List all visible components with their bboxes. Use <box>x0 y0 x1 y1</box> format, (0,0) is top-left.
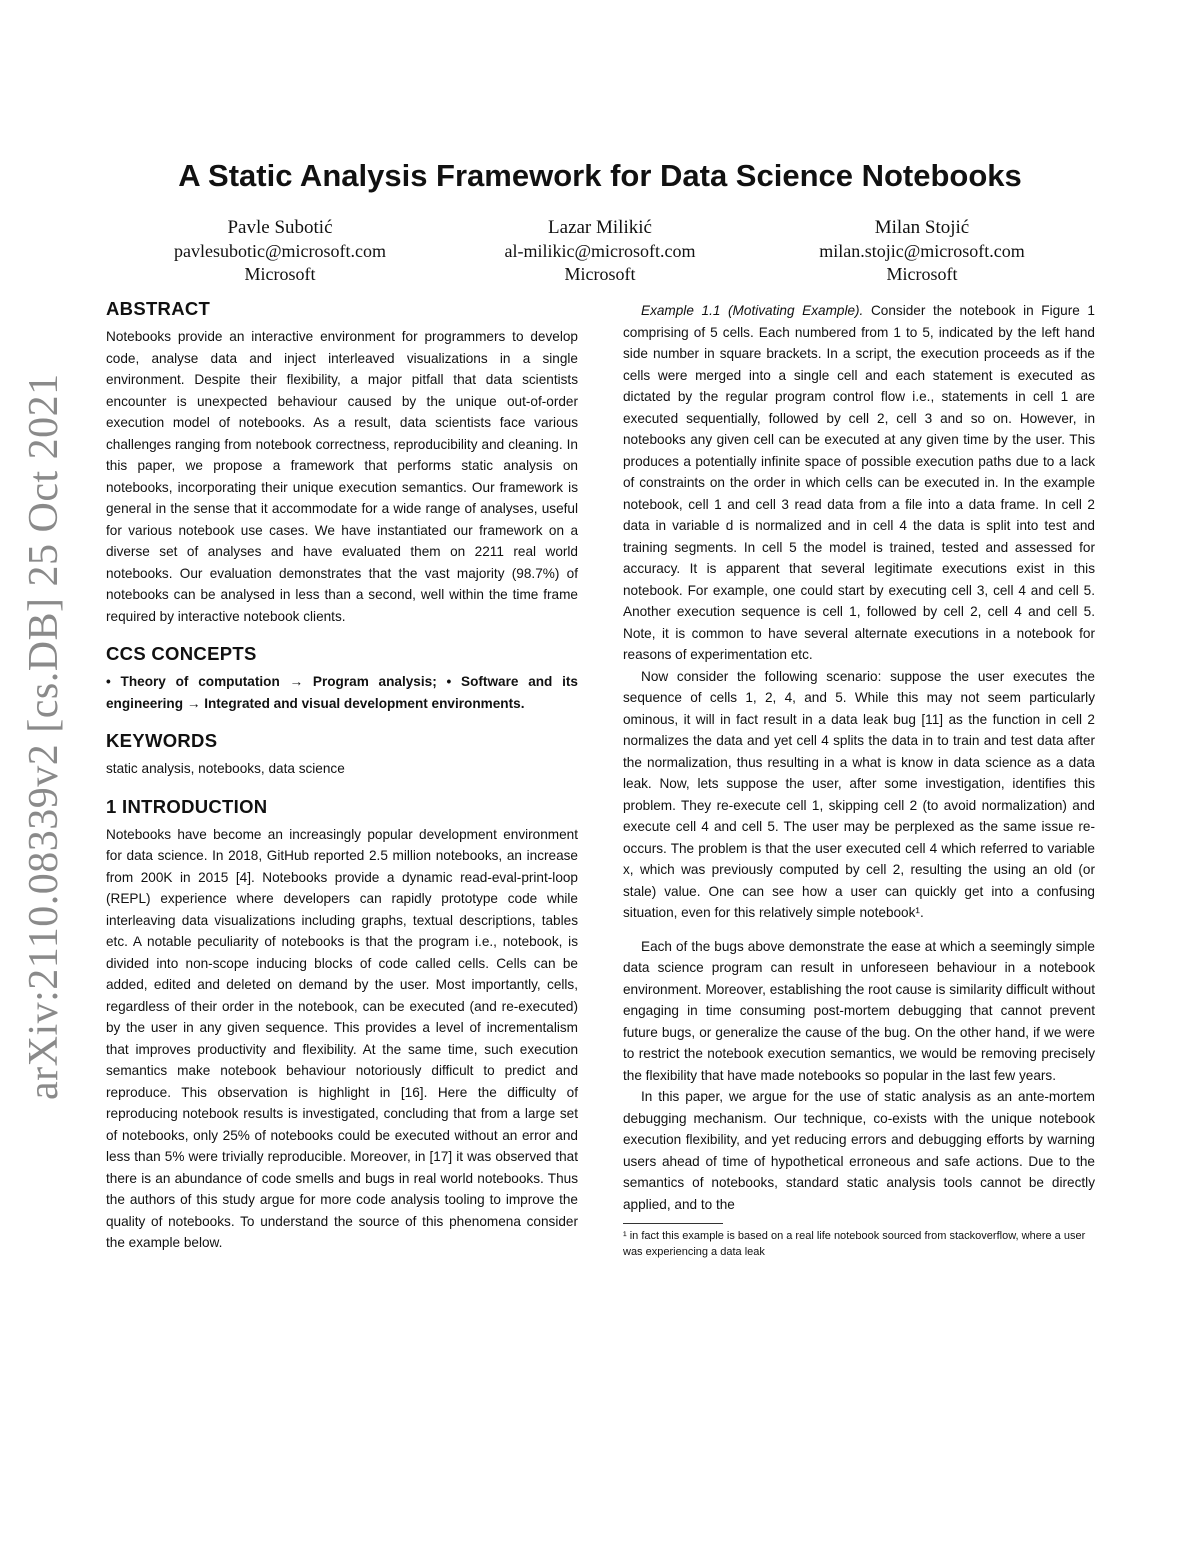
intro-heading: 1 INTRODUCTION <box>106 795 268 817</box>
keywords-heading: KEYWORDS <box>106 730 218 751</box>
abstract-text: Notebooks provide an interactive environment for programmers to develop code, analyse data and inject interleaved visualizations in a single environment. Despite their flexibility, a major pitfall that data scientists encounter is unexpected behaviour caused by the unique out-of-order execution model of notebooks. As a result, data scientists face various challenges ranging from notebook correctness, reproducibility and cleaning. In this paper, we propose a framework that performs static analysis on notebooks, incorporating their unique execution semantics. Our framework is general in the sense that it accommodate for a wide range of analyses, useful for various notebook use cases. We have instantiated our framework on a diverse set of analyses and have evaluated them on 2211 real world notebooks. Our evaluation demonstrates that the vast majority (98.7%) of notebooks can be analysed in less than a second, well within the time frame required by interactive notebook clients. <box>106 329 578 624</box>
ccs-text: • Theory of computation → Program analysis; • Software and its engineering → Integrated and visual development environments. <box>106 674 578 711</box>
ccs-heading: CCS CONCEPTS <box>106 643 257 664</box>
author-email: milan.stojic@microsoft.com <box>819 240 1025 261</box>
author-name: Milan Stojić <box>874 217 970 238</box>
author-email: al-milikic@microsoft.com <box>504 240 696 261</box>
example-text: Consider the notebook in Figure 1 comprising of 5 cells. Each numbered from 1 to 5, indicated by the left hand side number in square brackets. In a script, the execution proceeds as if the cells were merged into a single cell and each statement is executed as dictated by the regular program control flow i.e., statements in cell 1 are executed sequentially, followed by cell 2, cell 3 and so on. However, in notebooks any given cell can be executed at any given time by the user. This produces a potentially infinite space of possible execution paths due to a lack of constraints on the order in which cells can be executed in. In the example notebook, cell 1 and cell 3 read data from a file into a data frame. In cell 2 data in variable d is normalized and in cell 4 the data is split into test and training segments. In cell 5 the model is trained, tested and assessed for accuracy. It is apparent that several legitimate executions exist in this notebook. For example, one could start by executing cell 3, cell 4 and cell 5. Another execution sequence is cell 1, followed by cell 2, cell 4 and cell 5. Note, it is common to have several alternate executions in a notebook for reasons of experimentation etc. <box>623 303 1095 662</box>
left-column <box>106 298 578 1254</box>
footnote-divider <box>623 1223 723 1224</box>
author-name: Lazar Milikić <box>548 217 652 238</box>
bugs-paragraph: Each of the bugs above demonstrate the ease at which a seemingly simple data science program can result in unforeseen behaviour in a notebook environment. Moreover, establishing the root cause is similarity difficult without engaging in time consuming post-mortem debugging that cannot prevent future bugs, or generalize the cause of the bug. On the other hand, if we were to restrict the notebook execution semantics, we would be removing precisely the flexibility that have made notebooks so popular in the last few years. <box>623 938 1095 1083</box>
paper-title: A Static Analysis Framework for Data Science Notebooks <box>178 158 1022 193</box>
footnote: ¹ in fact this example is based on a real life notebook sourced from stackoverflow, where a user was experiencing a data leak <box>623 1230 1086 1258</box>
author-block-3 <box>762 216 1082 287</box>
author-affiliation: Microsoft <box>244 264 316 284</box>
author-affiliation: Microsoft <box>886 264 958 284</box>
example-paragraph <box>623 300 1095 666</box>
intro-paragraph: Notebooks have become an increasingly popular development environment for data science. In 2018, GitHub reported 2.5 million notebooks, an increase from 200K in 2015 [4]. Notebooks provide a dynamic read-eval-print-loop (REPL) experience where developers can rapidly prototype code while interleaving data visualizations including graphs, textual descriptions, tables etc. A notable peculiarity of notebooks is that the program i.e., notebook, is divided into non-scope inducing blocks of code called cells. Cells can be added, edited and deleted on demand by the user. Most importantly, cells, regardless of their order in the notebook, can be executed (and re-executed) by the user in any given sequence. This provides a level of incrementalism that improves productivity and flexibility. At the same time, such execution semantics make notebook behaviour notoriously difficult to predict and reproduce. This observation is highlight in [16]. Here the difficulty of reproducing notebook results is investigated, concluding that from a large set of notebooks, only 25% of notebooks could be executed without an error and less than 5% were trivially reproducible. Moreover, in [17] it was observed that there is an abundance of code smells and bugs in real world notebooks. Thus the authors of this study argue for more code analysis tooling to improve the quality of notebooks. To understand the source of this phenomena consider the example below. <box>106 826 578 1250</box>
keywords-text: static analysis, notebooks, data science <box>106 761 345 776</box>
right-column <box>623 300 1095 1260</box>
abstract-heading: ABSTRACT <box>106 298 211 319</box>
author-block-1 <box>120 216 440 287</box>
author-name: Pavle Subotić <box>227 217 333 238</box>
arxiv-identifier: arXiv:2110.08339v2 [cs.DB] 25 Oct 2021 <box>21 373 67 1100</box>
author-email: pavlesubotic@microsoft.com <box>173 240 387 261</box>
example-label: Example 1.1 (Motivating Example). <box>641 303 864 318</box>
proposal-paragraph: In this paper, we argue for the use of static analysis as an ante-mortem debugging mechanism. Our technique, co-exists with the unique notebook execution flexibility, and yet reducing errors and debugging efforts by warning users ahead of time of hypothetical erroneous and safe actions. Due to the semantics of notebooks, standard static analysis tools cannot be directly applied, and to the <box>623 1089 1095 1212</box>
author-block-2 <box>440 216 760 287</box>
scenario-paragraph: Now consider the following scenario: suppose the user executes the sequence of cells 1, 2, 4, and 5. While this may not seem particularly ominous, it will in fact result in a data leak bug [11] as the function in cell 2 normalizes the data and yet cell 4 splits the data in to train and test data after the normalization, thus resulting in a what is know in data science as a data leak. Now, lets suppose the user, after some investigation, identifies this problem. They re-execute cell 1, skipping cell 2 (to avoid normalization) and execute cell 4 and cell 5. The user may be perplexed as the same issue re-occurs. The problem is that the user executed cell 4 which referred to variable x, which was previously computed by cell 2, resulting the using an old (or stale) value. One can see how a user can quickly get into a confusing situation, even for this relatively simple notebook¹. <box>623 668 1095 920</box>
author-affiliation: Microsoft <box>564 264 636 284</box>
